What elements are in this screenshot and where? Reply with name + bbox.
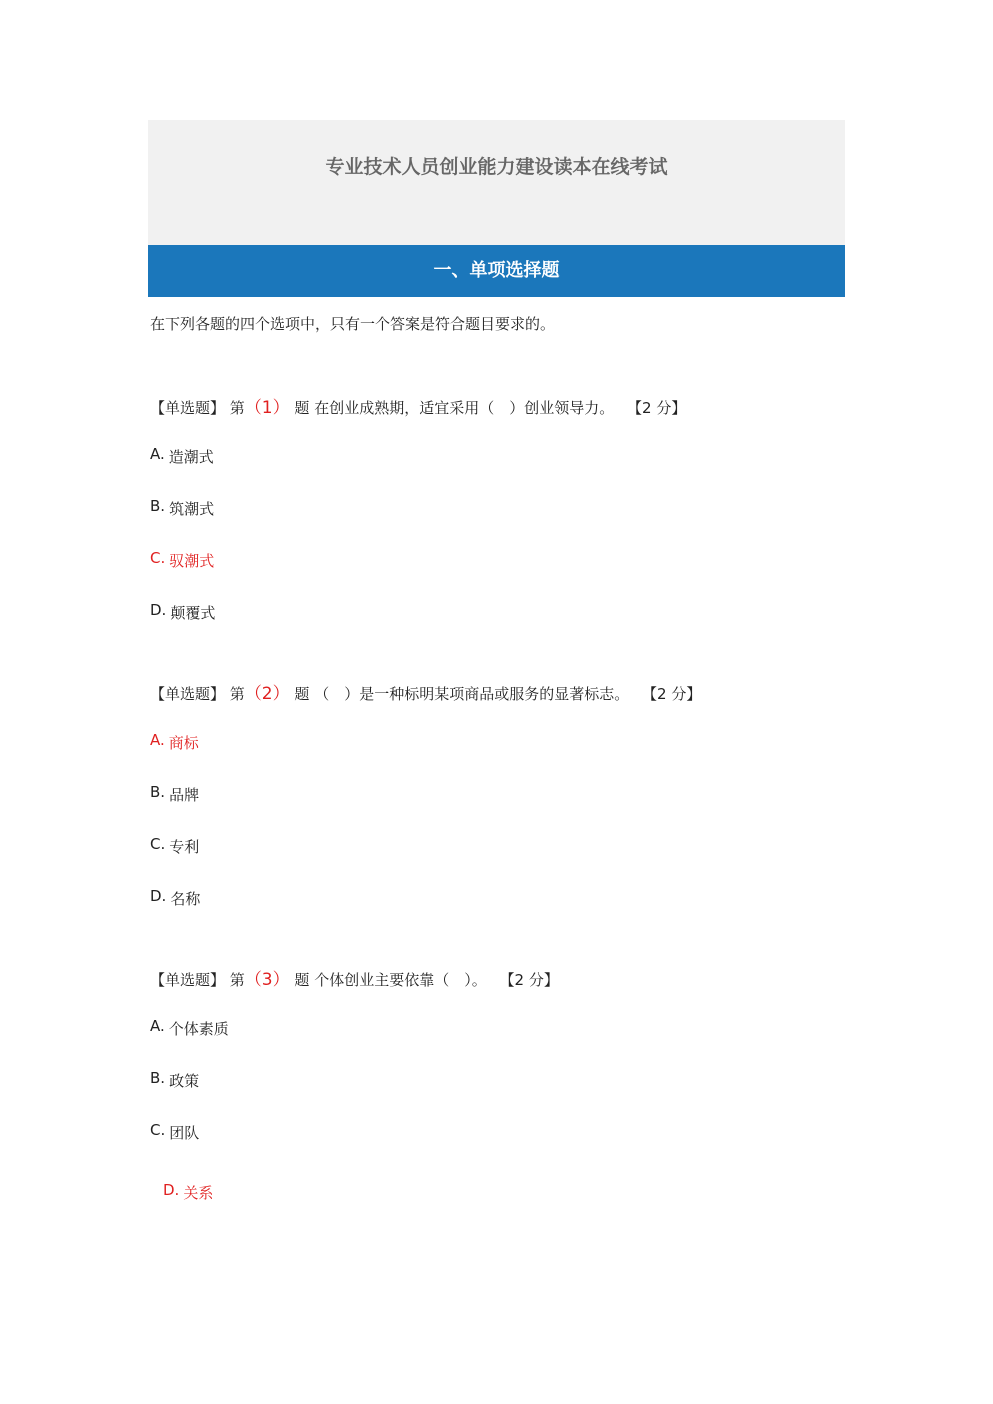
question-text: 在创业成熟期，适宜采用（ ）创业领导力。 [314,399,615,417]
option-c-correct[interactable]: C. 驭潮式 [150,549,215,570]
option-b[interactable]: B. 品牌 [150,783,200,804]
question-type-label: 【单选题】 [150,685,226,703]
exam-title: 专业技术人员创业能力建设读本在线考试 [325,156,668,178]
question-suffix: 题 [294,971,310,989]
exam-header [148,120,845,245]
question-3 [150,965,559,990]
question-type-label: 【单选题】 [150,399,226,417]
question-number: （3） [244,970,290,990]
option-c[interactable]: C. 团队 [150,1121,200,1142]
question-suffix: 题 [294,399,310,417]
question-1 [150,393,686,418]
question-score: 【2 分】 [499,971,559,989]
question-text: 个体创业主要依靠（ ）。 [314,971,487,989]
question-score: 【2 分】 [642,685,702,703]
option-a[interactable]: A. 造潮式 [150,445,214,466]
question-prefix: 第 [229,685,245,703]
question-prefix: 第 [229,399,245,417]
option-c[interactable]: C. 专利 [150,835,200,856]
option-d[interactable]: D. 颠覆式 [150,601,216,622]
question-suffix: 题 [294,685,310,703]
question-text: （ ）是一种标明某项商品或服务的显著标志。 [314,685,630,703]
question-prefix: 第 [229,971,245,989]
section-title-bar: 一、单项选择题 [148,245,845,297]
question-type-label: 【单选题】 [150,971,226,989]
option-d[interactable]: D. 名称 [150,887,201,908]
section-instruction: 在下列各题的四个选项中，只有一个答案是符合题目要求的。 [150,315,556,333]
question-number: （2） [244,684,290,704]
option-a[interactable]: A. 个体素质 [150,1017,229,1038]
option-b[interactable]: B. 筑潮式 [150,497,215,518]
option-a-correct[interactable]: A. 商标 [150,731,199,752]
question-score: 【2 分】 [627,399,687,417]
option-b[interactable]: B. 政策 [150,1069,200,1090]
option-d-correct[interactable]: D. 关系 [163,1181,214,1202]
question-number: （1） [244,398,290,418]
question-2 [150,679,701,704]
